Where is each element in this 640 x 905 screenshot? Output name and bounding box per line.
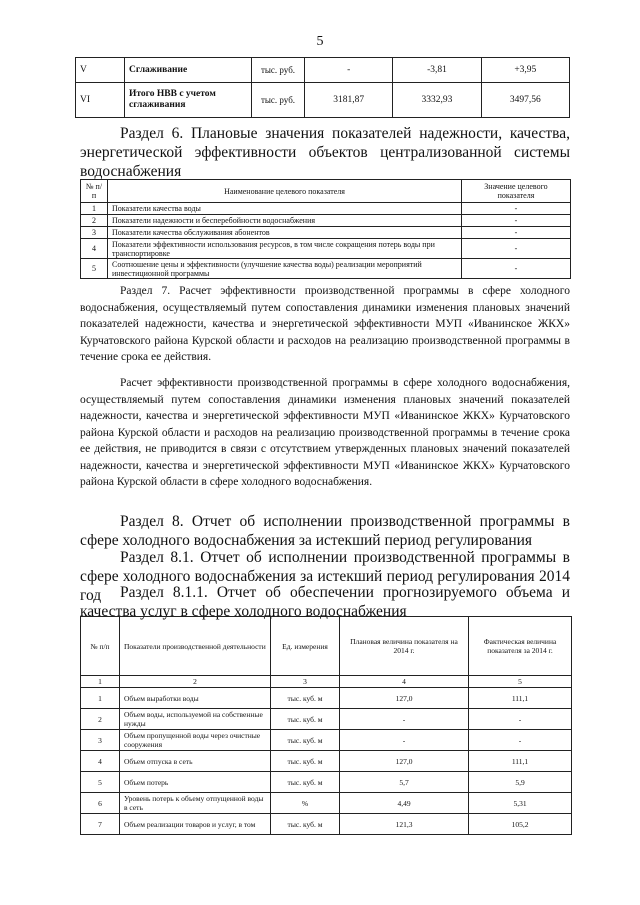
col-number: 3 [271,676,340,688]
table-row [76,83,570,118]
row-plan: - [340,730,469,751]
row-num: V [76,58,125,83]
row-unit: тыс. куб. м [271,814,340,835]
row-name: Объем воды, используемой на собственные нужды [120,709,271,730]
table-row [81,751,572,772]
header-plan: Плановая величина показателя на 2014 г. [340,617,469,676]
row-plan: 127,0 [340,751,469,772]
row-num: VI [76,83,125,118]
row-num: 3 [81,730,120,751]
table-row [81,259,571,279]
section-8-1-title: Раздел 8.1. Отчет об исполнении производственной программы в сфере холодного водоснабжения за истекший период регулирования 2014 год [80,549,570,604]
table-row [81,688,572,709]
column-numbers-row [81,676,572,688]
row-fact: - [469,709,572,730]
row-num: 5 [81,259,108,279]
row-name: Показатели эффективности использования ресурсов, в том числе сокращения потерь воды при транспортировке [108,239,462,259]
row-name: Объем потерь [120,772,271,793]
row-value: - [462,215,571,227]
row-name: Сглаживание [125,58,252,83]
table-row [81,814,572,835]
row-num: 3 [81,227,108,239]
row-name: Объем выработки воды [120,688,271,709]
page-number: 5 [316,34,324,49]
indicators-table [80,179,571,279]
row-plan: 127,0 [340,688,469,709]
table-row [81,709,572,730]
row-fact: 111,1 [469,688,572,709]
section-7-title: Раздел 7. Расчет эффективности производственной программы в сфере холодного водоснабжения, осуществляемый путем сопоставления динамики изменения плановых значений показателей надежности, качества и энергетической эффективности МУП «Иванинское ЖКХ» Курчатовского района Курской области и расходов на реализацию производственной программы в течение срока ее действия. [80,285,570,363]
row-name: Показатели качества обслуживания абонентов [108,227,462,239]
header-value: Значение целевого показателя [462,180,571,203]
row-unit: % [271,793,340,814]
row-value-1: - [305,58,393,83]
table-header-row [81,617,572,676]
row-num: 4 [81,751,120,772]
table-row [81,793,572,814]
table-row [81,730,572,751]
section-7-body: Расчет эффективности производственной программы в сфере холодного водоснабжения, осуществляемый путем сопоставления динамики изменения плановых значений показателей надежности, качества и энергетической эффективности МУП «Иванинское ЖКХ» Курчатовского района Курской области и расходов на реализацию производственной программы в течение срока ее действия, не приводится в связи с отсутствием утвержденных плановых значений показателей надежности, качества и энергетической эффективности МУП «Иванинское ЖКХ» Курчатовского района Курской области в сфере холодного водоснабжения. [80,377,570,488]
row-num: 2 [81,709,120,730]
row-num: 4 [81,239,108,259]
report-table [80,616,572,835]
row-fact: 5,31 [469,793,572,814]
row-name: Показатели надежности и бесперебойности водоснабжения [108,215,462,227]
row-value-1: 3181,87 [305,83,393,118]
row-value: - [462,239,571,259]
table-row [81,215,571,227]
row-value: - [462,203,571,215]
row-unit: тыс. руб. [252,58,305,83]
row-unit: тыс. куб. м [271,730,340,751]
table-row [81,772,572,793]
row-name: Объем отпуска в сеть [120,751,271,772]
header-fact: Фактическая величина показателя за 2014 г. [469,617,572,676]
table-row [76,58,570,83]
row-value-2: -3,81 [393,58,481,83]
table-row [81,239,571,259]
row-value-3: +3,95 [481,58,569,83]
table-header-row [81,180,571,203]
table-row [81,203,571,215]
row-unit: тыс. куб. м [271,772,340,793]
row-unit: тыс. куб. м [271,688,340,709]
row-fact: 105,2 [469,814,572,835]
row-value-3: 3497,56 [481,83,569,118]
col-number: 4 [340,676,469,688]
row-num: 2 [81,215,108,227]
row-num: 7 [81,814,120,835]
row-num: 1 [81,203,108,215]
row-name: Соотношение цены и эффективности (улучшение качества воды) реализации мероприятий инвестиционной программы [108,259,462,279]
row-num: 6 [81,793,120,814]
header-name: Наименование целевого показателя [108,180,462,203]
row-value-2: 3332,93 [393,83,481,118]
row-plan: - [340,709,469,730]
section-6-title: Раздел 6. Плановые значения показателей надежности, качества, энергетической эффективности объектов централизованной системы водоснабжения [80,125,570,180]
section-8-title: Раздел 8. Отчет об исполнении производственной программы в сфере холодного водоснабжения за истекший период регулирования [80,513,570,549]
row-name: Показатели качества воды [108,203,462,215]
col-number: 2 [120,676,271,688]
row-name: Итого НВВ с учетом сглаживания [125,83,252,118]
row-name: Объем реализации товаров и услуг, в том [120,814,271,835]
row-name: Уровень потерь к объему отпущенной воды в сеть [120,793,271,814]
header-name: Показатели производственной деятельности [120,617,271,676]
row-fact: - [469,730,572,751]
row-unit: тыс. куб. м [271,709,340,730]
header-num: № п/п [81,617,120,676]
table-row [81,227,571,239]
header-unit: Ед. измерения [271,617,340,676]
row-plan: 121,3 [340,814,469,835]
row-value: - [462,259,571,279]
row-fact: 5,9 [469,772,572,793]
row-name: Объем пропущенной воды через очистные сооружения [120,730,271,751]
row-num: 5 [81,772,120,793]
row-fact: 111,1 [469,751,572,772]
section-8-1-1-title: Раздел 8.1.1. Отчет об обеспечении прогнозируемого объема и качества услуг в сфере холодного водоснабжения [80,584,570,620]
col-number: 1 [81,676,120,688]
row-unit: тыс. куб. м [271,751,340,772]
header-num: № п/п [81,180,108,203]
row-unit: тыс. руб. [252,83,305,118]
row-num: 1 [81,688,120,709]
row-value: - [462,227,571,239]
top-table [75,57,570,118]
row-plan: 5,7 [340,772,469,793]
col-number: 5 [469,676,572,688]
row-plan: 4,49 [340,793,469,814]
